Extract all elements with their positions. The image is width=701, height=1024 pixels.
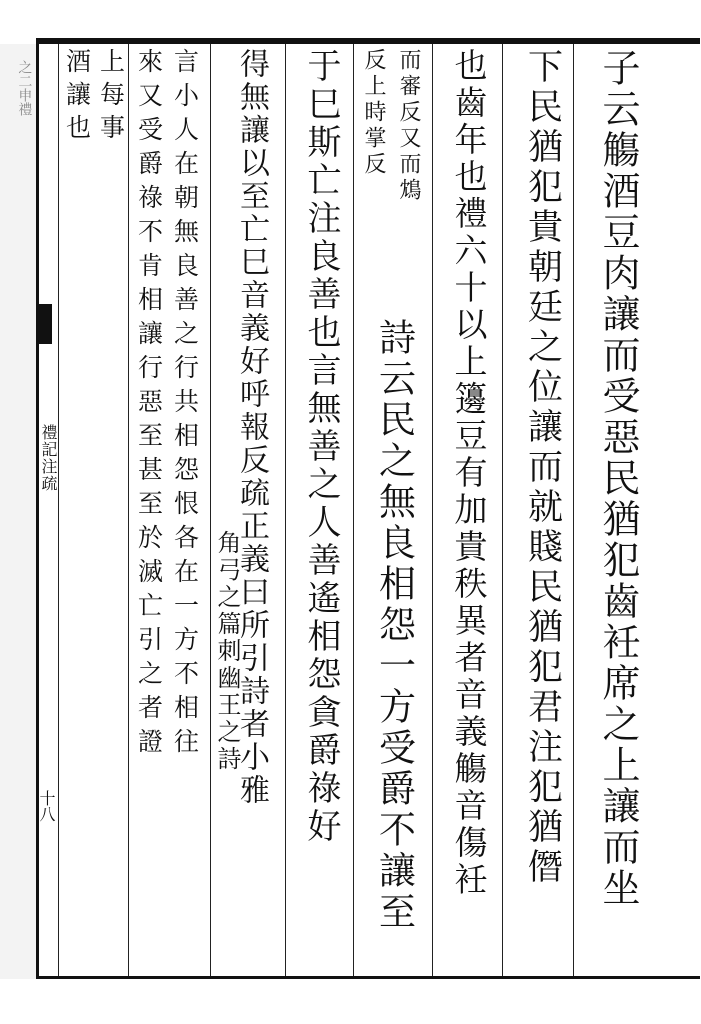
column-text: 也齒年也禮六十以上籩豆有加貴秩異者音義觴音傷衽	[449, 48, 489, 899]
column-text: 于巳斯亡注良善也言無善之人善遙相怨貪爵祿好	[301, 48, 341, 846]
annotation-column-4a	[390, 48, 426, 204]
fishtail-mark	[36, 304, 52, 344]
column-divider	[58, 44, 59, 976]
margin-edge-text: 之二申禮	[16, 60, 33, 116]
column-text: 言小人在朝無良善之行共相怨恨各在一方不相往	[170, 48, 200, 762]
annotation-column-4b	[357, 48, 389, 178]
text-column-7	[165, 48, 205, 762]
column-text: 酒讓也	[62, 48, 92, 147]
text-column-4	[362, 318, 426, 933]
column-text: 而審反又而鴆	[396, 48, 421, 204]
column-text: 下民猶犯貴朝廷之位讓而就賤民猶犯君注犯猶僭	[522, 48, 563, 888]
column-divider	[573, 44, 574, 976]
frame-top-border	[38, 38, 700, 44]
text-column-3	[444, 48, 494, 899]
margin-page-number: 十八	[37, 790, 56, 822]
column-text: 詩云民之無良相怨一方受爵不讓至	[372, 318, 416, 933]
column-text: 角弓之篇刺幽王之詩	[213, 530, 241, 773]
column-text: 反上時掌反	[361, 48, 386, 178]
gutter-band	[0, 44, 39, 979]
column-divider	[432, 44, 433, 976]
frame-bottom-border	[38, 976, 700, 979]
column-divider	[285, 44, 286, 976]
column-text: 來又受爵祿不肯相讓行惡至甚至於滅亡引之者證	[134, 48, 164, 762]
column-divider	[128, 44, 129, 976]
text-column-2	[514, 48, 570, 888]
frame-left-border	[36, 38, 39, 979]
text-column-8	[132, 48, 166, 762]
column-text: 子云觴酒豆肉讓而受惡民猶犯齒衽席之上讓而坐	[596, 48, 640, 909]
annotation-column-9a	[94, 48, 128, 147]
text-column-1	[588, 48, 648, 909]
margin-book-title: 禮記注疏	[39, 424, 58, 492]
column-divider	[502, 44, 503, 976]
column-text: 得無讓以至亡巳音義好呼報反疏正義曰所引詩者小雅	[234, 48, 269, 807]
annotation-column-6b	[212, 530, 242, 773]
column-divider	[353, 44, 354, 976]
annotation-column-9b	[60, 48, 94, 147]
column-text: 上每事	[96, 48, 126, 147]
column-divider	[210, 44, 211, 976]
text-column-5	[290, 48, 352, 846]
